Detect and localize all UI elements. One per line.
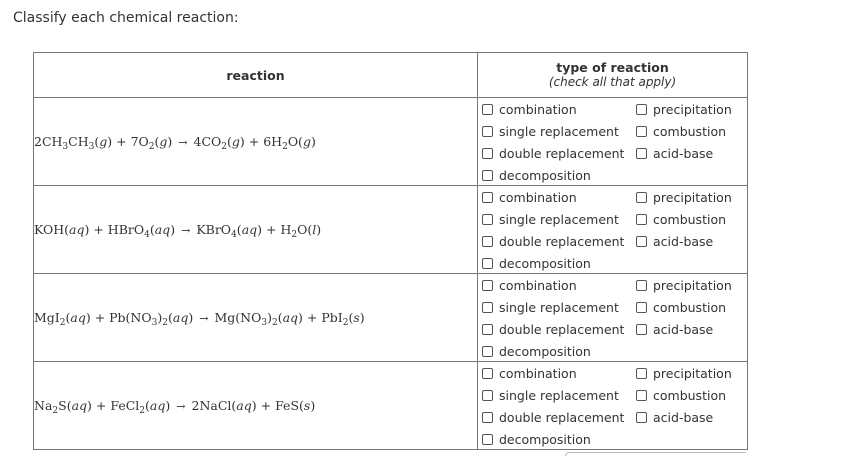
checkbox-single-replacement[interactable] — [482, 208, 619, 230]
reaction-type-options — [478, 274, 748, 362]
reaction-row — [34, 274, 748, 362]
checkbox-icon[interactable] — [636, 214, 647, 225]
checkbox-icon[interactable] — [482, 192, 493, 203]
option-label: combination — [499, 101, 577, 117]
checkbox-icon[interactable] — [482, 302, 493, 313]
checkbox-icon[interactable] — [636, 412, 647, 423]
checkbox-icon[interactable] — [482, 170, 493, 181]
reaction-type-options — [478, 98, 748, 186]
option-label: acid-base — [653, 409, 714, 425]
checkbox-double-replacement[interactable] — [482, 142, 624, 164]
table-header-row — [34, 53, 748, 98]
checkbox-decomposition[interactable] — [482, 252, 591, 274]
reaction-equation: $2CH_3CH_3(g) + 7O_2(g) \to 4CO_2(g) + 6H_2O(g)$ — [34, 98, 478, 186]
option-label: single replacement — [499, 211, 619, 227]
checkbox-precipitation[interactable] — [636, 274, 732, 296]
header-type-note: (check all that apply) — [548, 75, 677, 89]
option-label: combustion — [653, 299, 727, 315]
option-label: double replacement — [499, 233, 625, 249]
checkbox-combustion[interactable] — [636, 384, 726, 406]
checkbox-double-replacement[interactable] — [482, 230, 624, 252]
checkbox-icon[interactable] — [482, 214, 493, 225]
checkbox-precipitation[interactable] — [636, 362, 732, 384]
reaction-row — [34, 186, 748, 274]
option-label: double replacement — [499, 409, 625, 425]
checkbox-icon[interactable] — [482, 368, 493, 379]
option-label: combination — [499, 189, 577, 205]
checkbox-icon[interactable] — [482, 434, 493, 445]
checkbox-acid-base[interactable] — [636, 142, 713, 164]
option-label: single replacement — [499, 387, 619, 403]
option-label: double replacement — [499, 145, 625, 161]
option-label: acid-base — [653, 321, 714, 337]
checkbox-acid-base[interactable] — [636, 406, 713, 428]
checkbox-icon[interactable] — [482, 346, 493, 357]
option-label: decomposition — [499, 255, 591, 271]
option-label: combustion — [653, 387, 727, 403]
checkbox-icon[interactable] — [482, 390, 493, 401]
reaction-equation: $Na_2S(aq)$ + FeCl$_2$(aq) → 2NaCl(aq) + FeS(s) — [34, 362, 478, 450]
checkbox-combustion[interactable] — [636, 296, 726, 318]
option-label: decomposition — [499, 343, 591, 359]
reaction-type-options — [478, 186, 748, 274]
checkbox-icon[interactable] — [482, 324, 493, 335]
question-prompt: Classify each chemical reaction: — [13, 10, 239, 26]
reaction-equation: KOH(aq) + HBrO$_4$(aq) → KBrO$_4$(aq) + $H_2O(l)$ — [34, 186, 478, 274]
checkbox-icon[interactable] — [482, 412, 493, 423]
checkbox-combination[interactable] — [482, 274, 577, 296]
checkbox-icon[interactable] — [636, 280, 647, 291]
option-label: combustion — [653, 123, 727, 139]
checkbox-double-replacement[interactable] — [482, 406, 624, 428]
checkbox-icon[interactable] — [482, 280, 493, 291]
option-label: combination — [499, 365, 577, 381]
checkbox-decomposition[interactable] — [482, 340, 591, 362]
checkbox-icon[interactable] — [636, 192, 647, 203]
checkbox-icon[interactable] — [482, 126, 493, 137]
header-reaction: reaction — [34, 53, 478, 98]
option-label: combination — [499, 277, 577, 293]
checkbox-single-replacement[interactable] — [482, 120, 619, 142]
checkbox-icon[interactable] — [636, 126, 647, 137]
option-label: decomposition — [499, 431, 591, 447]
option-label: precipitation — [653, 101, 732, 117]
reaction-equation: $MgI_2(aq) + Pb(NO_3)_2(aq) \to Mg(NO_3)_2(aq) + PbI_2(s)$ — [34, 274, 478, 362]
option-label: single replacement — [499, 299, 619, 315]
option-label: combustion — [653, 211, 727, 227]
checkbox-combustion[interactable] — [636, 120, 726, 142]
checkbox-decomposition[interactable] — [482, 428, 591, 450]
checkbox-icon[interactable] — [482, 148, 493, 159]
checkbox-single-replacement[interactable] — [482, 296, 619, 318]
reaction-type-options — [478, 362, 748, 450]
option-label: single replacement — [499, 123, 619, 139]
checkbox-precipitation[interactable] — [636, 98, 732, 120]
header-type — [478, 53, 748, 98]
reaction-row — [34, 98, 748, 186]
checkbox-acid-base[interactable] — [636, 318, 713, 340]
checkbox-acid-base[interactable] — [636, 230, 713, 252]
checkbox-icon[interactable] — [636, 302, 647, 313]
checkbox-icon[interactable] — [482, 236, 493, 247]
checkbox-icon[interactable] — [636, 390, 647, 401]
checkbox-icon[interactable] — [482, 258, 493, 269]
checkbox-combination[interactable] — [482, 98, 577, 120]
next-panel-edge — [565, 452, 746, 456]
checkbox-decomposition[interactable] — [482, 164, 591, 186]
checkbox-single-replacement[interactable] — [482, 384, 619, 406]
header-type-title: type of reaction — [556, 60, 669, 75]
checkbox-combination[interactable] — [482, 186, 577, 208]
checkbox-icon[interactable] — [482, 104, 493, 115]
checkbox-double-replacement[interactable] — [482, 318, 624, 340]
reaction-table — [33, 52, 748, 450]
option-label: double replacement — [499, 321, 625, 337]
option-label: precipitation — [653, 365, 732, 381]
option-label: decomposition — [499, 167, 591, 183]
checkbox-precipitation[interactable] — [636, 186, 732, 208]
option-label: acid-base — [653, 233, 714, 249]
checkbox-icon[interactable] — [636, 368, 647, 379]
checkbox-icon[interactable] — [636, 236, 647, 247]
option-label: precipitation — [653, 189, 732, 205]
checkbox-combination[interactable] — [482, 362, 577, 384]
option-label: precipitation — [653, 277, 732, 293]
checkbox-combustion[interactable] — [636, 208, 726, 230]
checkbox-icon[interactable] — [636, 104, 647, 115]
reaction-row — [34, 362, 748, 450]
checkbox-icon[interactable] — [636, 148, 647, 159]
checkbox-icon[interactable] — [636, 324, 647, 335]
option-label: acid-base — [653, 145, 714, 161]
